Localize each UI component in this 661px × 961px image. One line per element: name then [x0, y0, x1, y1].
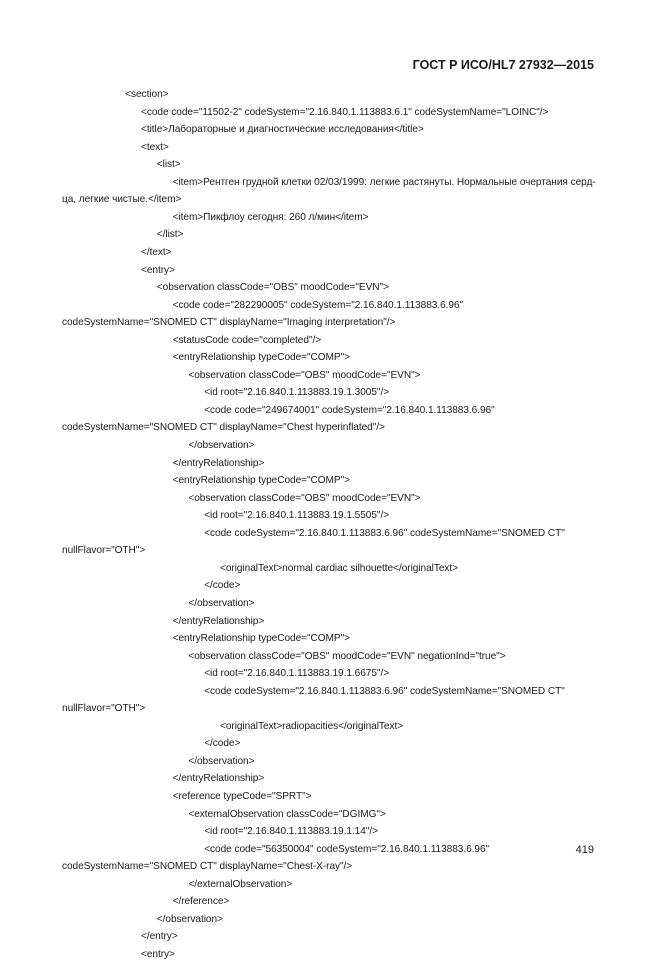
code-line: </code>: [204, 738, 241, 750]
code-line: </reference>: [172, 896, 230, 908]
code-line: </externalObservation>: [188, 878, 293, 890]
code-line: </entryRelationship>: [172, 457, 265, 469]
code-line: <code codeSystem="2.16.840.1.113883.6.96" codeSystemName="SNOMED CT": [204, 527, 565, 539]
code-line: <entryRelationship typeCode="COMP">: [172, 633, 350, 645]
code-line: <externalObservation classCode="DGIMG">: [188, 808, 386, 820]
code-line: </text>: [141, 246, 172, 258]
code-line: <section>: [125, 89, 169, 100]
code-line: <entryRelationship typeCode="COMP">: [172, 352, 350, 364]
code-line: <code code="11502-2" codeSystem="2.16.840.1.113883.6.1" codeSystemName="LOINC"/>: [141, 106, 549, 118]
code-line: <statusCode code="completed"/>: [172, 334, 322, 346]
page-number: 419: [575, 844, 594, 856]
code-line: <observation classCode="OBS" moodCode="EVN">: [188, 369, 421, 381]
code-line: ца, легкие чистые.</item>: [62, 194, 182, 206]
code-line: </entryRelationship>: [172, 615, 265, 627]
code-line: codeSystemName="SNOMED CT" displayName="Imaging interpretation"/>: [62, 317, 396, 329]
code-line: </observation>: [188, 597, 255, 609]
code-line: codeSystemName="SNOMED CT" displayName="Chest-X-ray"/>: [62, 861, 353, 873]
code-line: <text>: [141, 141, 169, 153]
code-line: <item>Рентген грудной клетки 02/03/1999: легкие растянуты. Нормальные очертания серд-: [172, 176, 596, 188]
code-line: <originalText>normal cardiac silhouette</originalText>: [220, 562, 459, 574]
code-line: <item>Пикфлоу сегодня: 260 л/мин</item>: [172, 211, 369, 223]
code-line: nullFlavor="OTH">: [62, 545, 146, 557]
code-line: <code code="249674001" codeSystem="2.16.840.1.113883.6.96": [204, 404, 495, 416]
code-line: codeSystemName="SNOMED CT" displayName="Chest hyperinflated"/>: [62, 422, 385, 434]
code-line: </list>: [156, 229, 184, 241]
code-line: <code code="56350004" codeSystem="2.16.840.1.113883.6.96": [204, 843, 490, 855]
code-line: </observation>: [188, 440, 255, 451]
code-line: <observation classCode="OBS" moodCode="EVN">: [156, 282, 389, 294]
code-line: <id root="2.16.840.1.113883.19.1.6675"/>: [204, 668, 390, 680]
code-line: </entryRelationship>: [172, 773, 265, 785]
code-line: <observation classCode="OBS" moodCode="EVN" negationInd="true">: [188, 650, 506, 662]
code-line: <observation classCode="OBS" moodCode="EVN">: [188, 492, 421, 504]
code-line: <code code="282290005" codeSystem="2.16.840.1.113883.6.96": [172, 299, 464, 311]
code-line: <entry>: [141, 948, 175, 960]
code-line: </entry>: [141, 931, 178, 943]
code-line: <entry>: [141, 264, 175, 276]
code-line: <id root="2.16.840.1.113883.19.1.14"/>: [204, 826, 378, 838]
code-line: nullFlavor="OTH">: [62, 703, 146, 715]
code-line: <title>Лабораторные и диагностические исследования</title>: [141, 124, 424, 136]
code-line: <id root="2.16.840.1.113883.19.1.3005"/>: [204, 387, 390, 399]
code-line: </observation>: [188, 755, 255, 767]
code-line: </observation>: [156, 913, 223, 925]
code-line: <list>: [156, 159, 181, 171]
code-line: <entryRelationship typeCode="COMP">: [172, 475, 350, 487]
code-line: </code>: [204, 580, 241, 592]
code-line: <originalText>radiopacities</originalText>: [220, 720, 404, 732]
document-header: ГОСТ Р ИСО/HL7 27932—2015: [412, 58, 594, 72]
code-line: <id root="2.16.840.1.113883.19.1.5505"/>: [204, 510, 390, 522]
code-line: <code codeSystem="2.16.840.1.113883.6.96" codeSystemName="SNOMED CT": [204, 685, 565, 697]
code-line: <reference typeCode="SPRT">: [172, 791, 312, 802]
